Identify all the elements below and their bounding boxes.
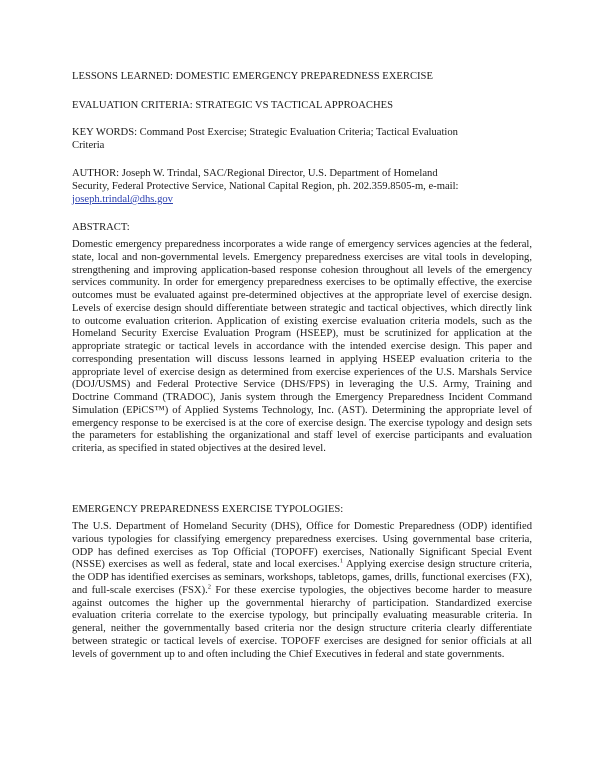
typologies-text-part2: Applying exercise design structure criteria, the ODP has identified exercises as seminars, workshops, tabletops, games, drills, functional exercises (FX), and full-scale exercises (FSX). (72, 559, 532, 596)
author-email-line (72, 193, 173, 206)
typologies-heading: EMERGENCY PREPAREDNESS EXERCISE TYPOLOGIES: (72, 504, 344, 515)
keywords-line: KEY WORDS: Command Post Exercise; Strategic Evaluation Criteria; Tactical Evaluation (72, 127, 458, 138)
author-line: AUTHOR: Joseph W. Trindal, SAC/Regional Director, U.S. Department of Homeland (72, 168, 438, 179)
footnote-ref-1: 1 (339, 557, 344, 565)
author-affiliation: Security, Federal Protective Service, National Capital Region, ph. 202.359.8505-m, e-mail: (72, 181, 459, 192)
keywords-continuation: Criteria (72, 140, 105, 151)
document-title: LESSONS LEARNED: DOMESTIC EMERGENCY PREPAREDNESS EXERCISE (72, 71, 433, 82)
typologies-text-part1: The U.S. Department of Homeland Security (DHS), Office for Domestic Preparedness (ODP) identified various typologies for classifying emergency preparedness exercises. Using governmental base criteria, ODP has defined exercises as Top Official (TOPOFF) exercises, Nationally Significant Special Event (NSSE) exercises as well as federal, state and local exercises. (72, 521, 532, 571)
abstract-paragraph: Domestic emergency preparedness incorporates a wide range of emergency services agencies at the federal, state, local and non-governmental levels. Emergency preparedness exercises are vital tools in developing, strengthening and improving application-based response cohesion throughout all levels of the emergency services community. In order for emergency preparedness exercises to be optimally effective, the exercise outcomes must be evaluated against pre-determined objectives at the appropriate level of exercise design. Levels of exercise design should differentiate between strategic and tactical objectives, which directly link to outcome evaluation criterion. Application of existing exercise evaluation criteria models, such as the Homeland Security Exercise Evaluation Program (HSEEP), must be scrutinized for application at the appropriate strategic or tactical levels in accordance with the intended exercise design. This paper and corresponding presentation will discuss lessons learned in applying HSEEP evaluation criteria to the appropriate level of exercise design as determined from exercise experiences of the U.S. Marshals Service (DOJ/USMS) and Federal Protective Service (DHS/FPS) in leveraging the U.S. Army, Training and Doctrine Command (TRADOC), Janis system through the Emergency Preparedness Incident Command Simulation (EPiCS™) of Applied Systems Technology, Inc. (AST). Determining the appropriate level of emergency response to be exercised is at the core of exercise design. The exercise typology and design sets the parameters for establishing the organizational and staff level of exercise participants and evaluation criteria, as specified in stated objectives at the desired level. (72, 239, 532, 454)
evaluation-criteria-line: EVALUATION CRITERIA: STRATEGIC VS TACTICAL APPROACHES (72, 100, 394, 111)
abstract-heading: ABSTRACT: (72, 222, 130, 233)
typologies-text-part3: For these exercise typologies, the objectives become harder to measure against outcomes the higher up the governmental hierarchy of participation. Standardized exercise evaluation criteria correlate to the exercise typology, but principally evaluating measurable criteria. In general, neither the governmentally based criteria nor the design structure criteria clearly differentiate between strategic or tactical levels of exercise. TOPOFF exercises are designed for senior officials at all levels of government up to and often including the Chief Executives in federal and state governments. (72, 584, 532, 660)
author-email-link[interactable]: joseph.trindal@dhs.gov (72, 194, 173, 205)
typologies-paragraph (72, 521, 532, 661)
footnote-ref-2: 2 (207, 583, 211, 591)
